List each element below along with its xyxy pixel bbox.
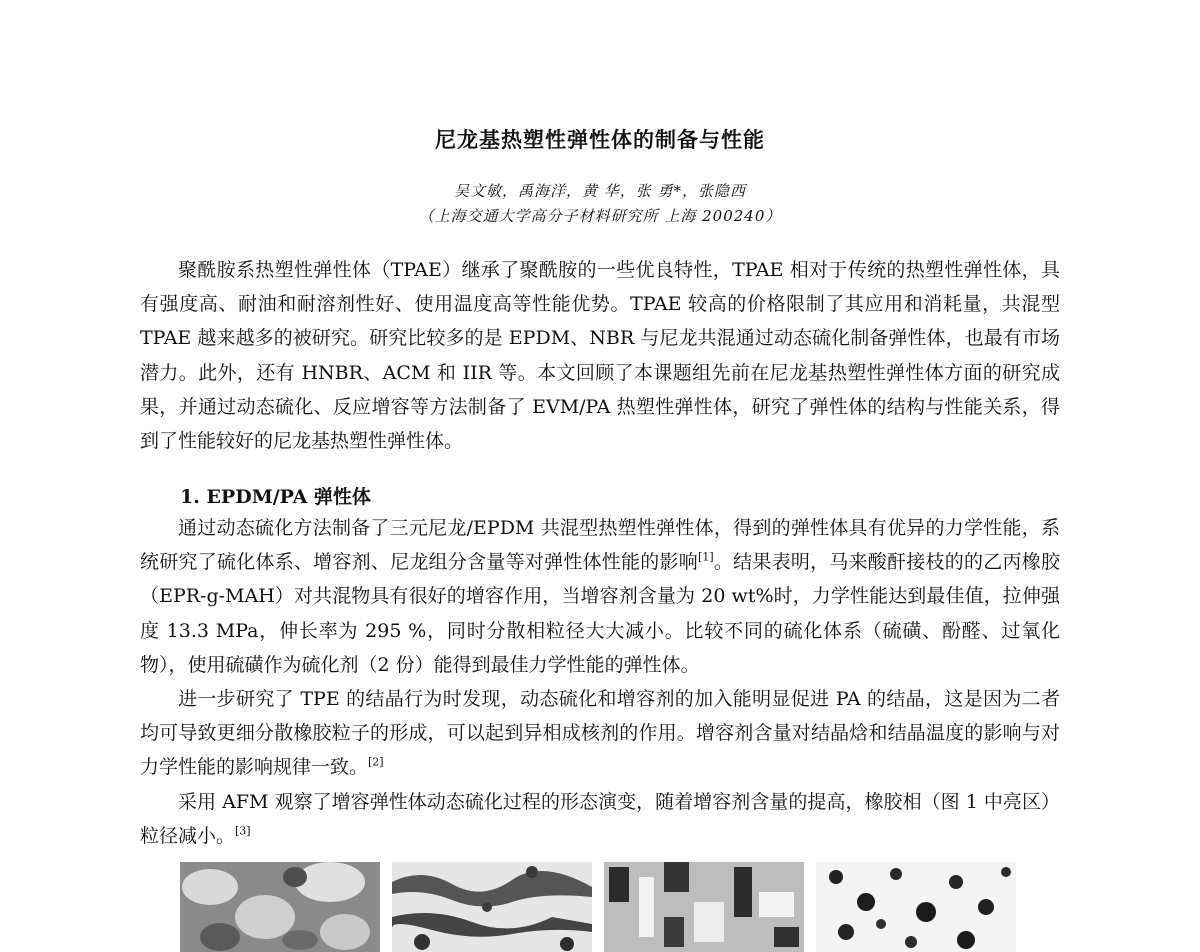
afm-image-b (392, 862, 592, 952)
paragraph-3 (140, 785, 1060, 853)
author-list: 吴文敏，禹海洋，黄 华，张 勇*，张隐西 (453, 182, 747, 200)
section-body (140, 511, 1060, 853)
paragraph-2-text: 进一步研究了 TPE 的结晶行为时发现，动态硫化和增容剂的加入能明显促进 PA 的结晶，这是因为二者均可导致更细分散橡胶粒子的形成，可以起到异相成核剂的作用。增容剂含量对结晶焓和结晶温度的影响与对力学性能的影响规律一致。 (140, 688, 1060, 779)
paper-title: 尼龙基热塑性弹性体的制备与性能 (435, 127, 765, 152)
paragraph-1-text-a: 通过动态硫化方法制备了三元尼龙/EPDM 共混型热塑性弹性体，得到的弹性体具有优异的力学性能，系统研究了硫化体系、增容剂、尼龙组分含量等对弹性体性能的影响 (140, 517, 1060, 574)
paragraph-1-text-b: 。结果表明，马来酸酐接枝的的乙丙橡胶（EPR-g-MAH）对共混物具有很好的增容作用，当增容剂含量为 20 wt%时，力学性能达到最佳值，拉伸强度 13.3 MPa，伸长率为 295 %，同时分散相粒径大大减小。比较不同的硫化体系（硫磺、酚醛、过氧化物），使用硫磺作为硫化剂（2 份）能得到最佳力学性能的弹性体。 (140, 551, 1060, 676)
citation-2: [2] (368, 756, 384, 770)
citation-1: [1] (698, 550, 714, 564)
figure-1-row (180, 862, 1016, 952)
paragraph-2 (140, 682, 1060, 785)
afm-image-a (180, 862, 380, 952)
section-heading: 1. EPDM/PA 弹性体 (180, 486, 371, 508)
abstract-paragraph: 聚酰胺系热塑性弹性体（TPAE）继承了聚酰胺的一些优良特性，TPAE 相对于传统的热塑性弹性体，具有强度高、耐油和耐溶剂性好、使用温度高等性能优势。TPAE 较高的价格限制了其应用和消耗量，共混型 TPAE 越来越多的被研究。研究比较多的是 EPDM、NBR 与尼龙共混通过动态硫化制备弹性体，也最有市场潜力。此外，还有 HNBR、ACM 和 IIR 等。本文回顾了本课题组先前在尼龙基热塑性弹性体方面的研究成果，并通过动态硫化、反应增容等方法制备了 EVM/PA 热塑性弹性体，研究了弹性体的结构与性能关系，得到了性能较好的尼龙基热塑性弹性体。 (140, 259, 1060, 453)
paragraph-3-text: 采用 AFM 观察了增容弹性体动态硫化过程的形态演变，随着增容剂含量的提高，橡胶相（图 1 中亮区）粒径减小。 (140, 790, 1060, 847)
affiliation: （上海交通大学高分子材料研究所 上海 200240） (418, 207, 782, 225)
abstract (140, 253, 1060, 458)
paragraph-1 (140, 511, 1060, 682)
afm-image-c (604, 862, 804, 952)
citation-3: [3] (235, 824, 251, 838)
afm-image-d (816, 862, 1016, 952)
